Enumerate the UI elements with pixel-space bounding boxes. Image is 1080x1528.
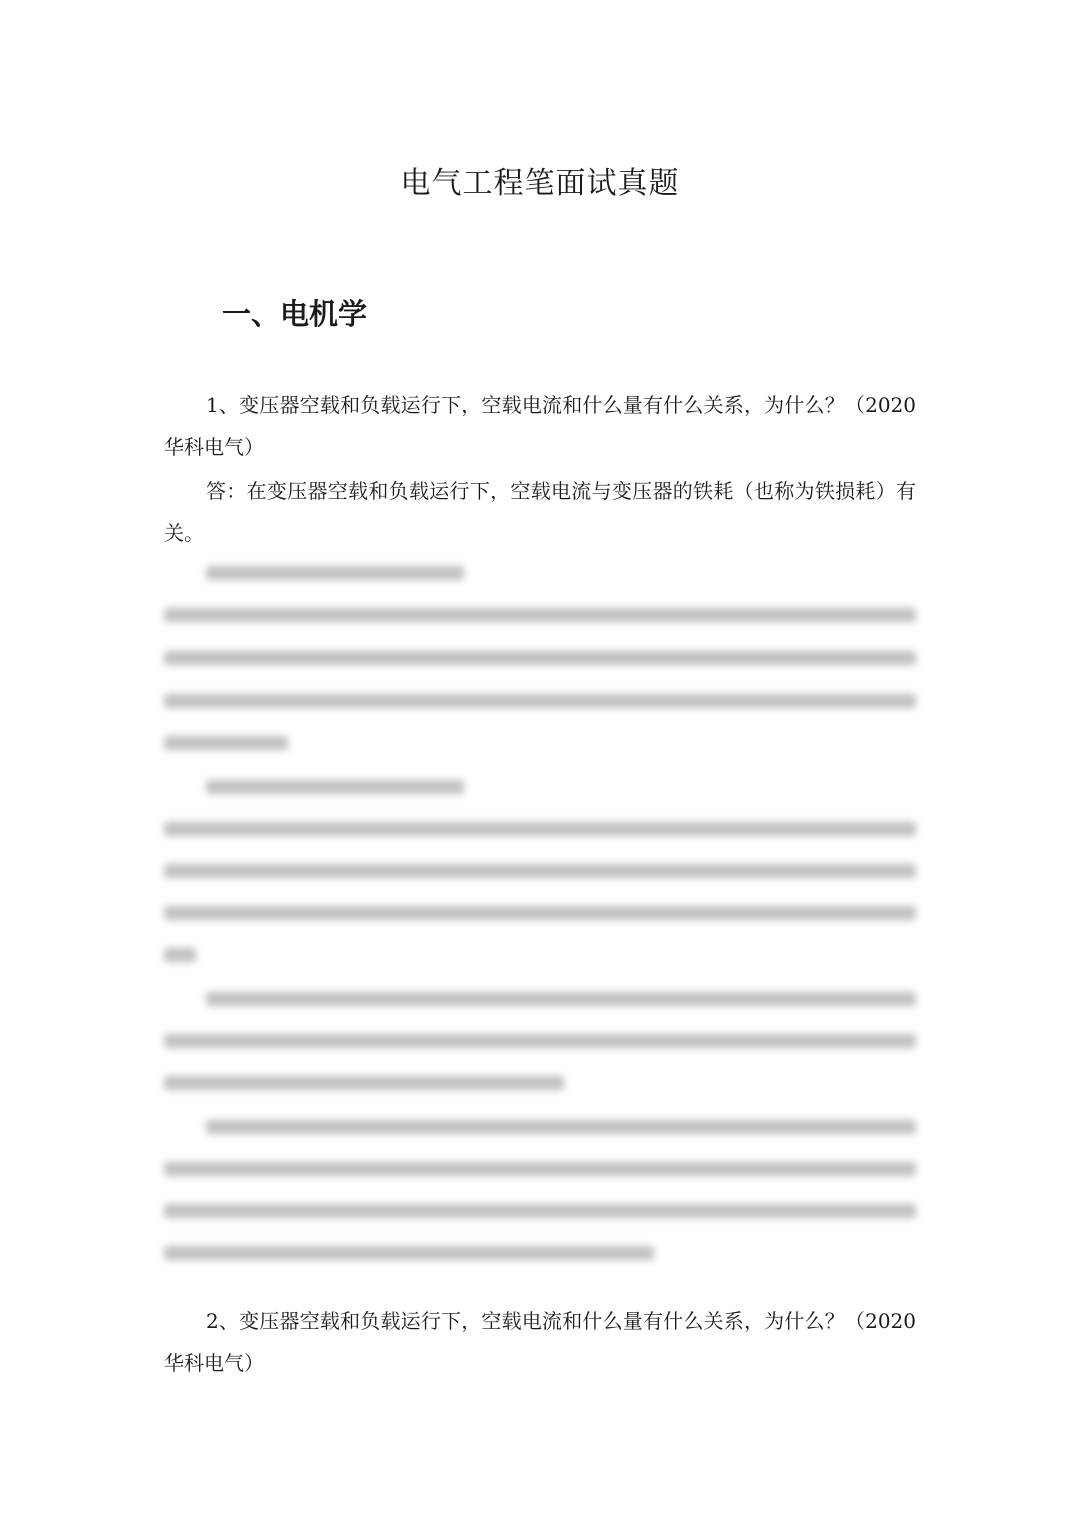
blurred-line [164,1204,916,1218]
blurred-line [206,566,464,580]
blurred-line [164,736,288,750]
answer-1: 答：在变压器空载和负载运行下，空载电流与变压器的铁耗（也称为铁损耗）有关。 [164,479,916,545]
blurred-line [164,864,916,878]
blurred-line [164,651,916,665]
blurred-line [164,608,916,622]
question-1: 1、变压器空载和负载运行下，空载电流和什么量有什么关系，为什么？（2020华科电气） [164,393,916,459]
blurred-line [206,780,464,794]
question-2: 2、变压器空载和负载运行下，空载电流和什么量有什么关系，为什么？（2020华科电气） [164,1309,916,1375]
blurred-line [164,822,916,836]
blurred-line [164,694,916,708]
blurred-line [206,1120,916,1134]
page-title: 电气工程笔面试真题 [400,166,680,201]
blurred-line [164,1076,564,1090]
blurred-line [206,992,916,1006]
blurred-line [164,1246,654,1260]
section-heading: 一、电机学 [222,297,368,331]
blurred-line [164,906,916,920]
blurred-line [164,948,196,962]
blurred-line [164,1162,916,1176]
blurred-line [164,1034,916,1048]
